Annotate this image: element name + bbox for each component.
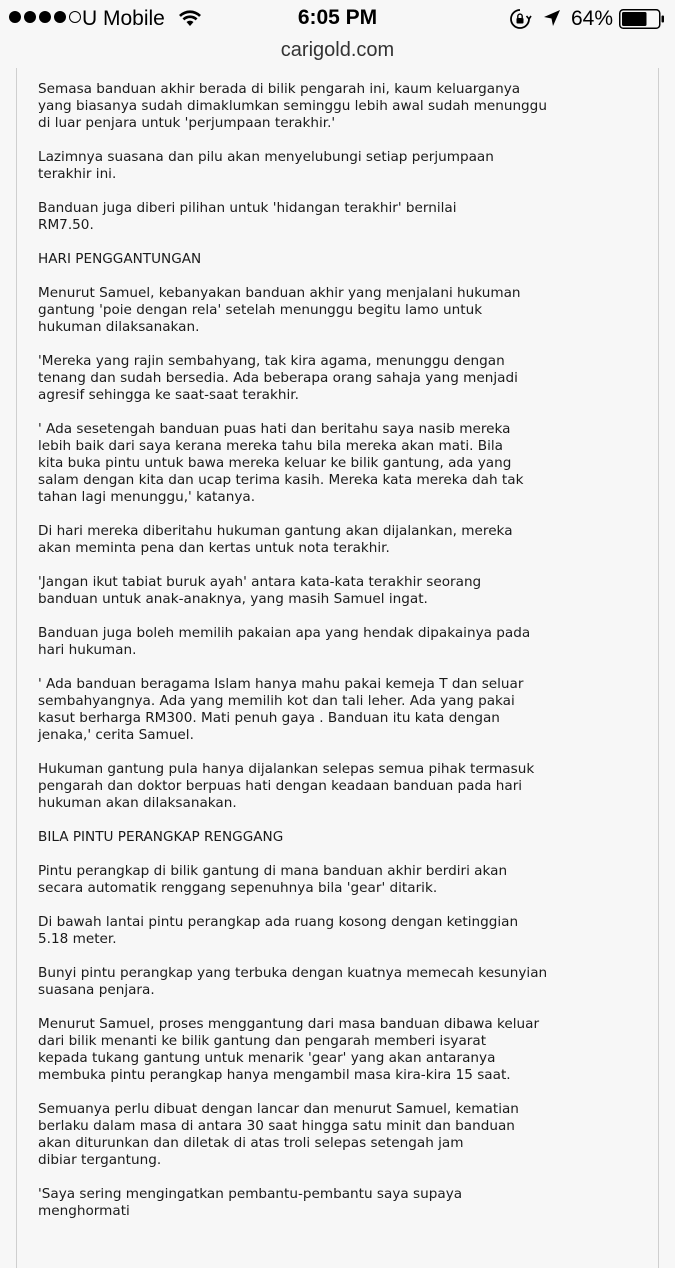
article-paragraph: Lazimnya suasana dan pilu akan menyelubungi setiap perjumpaan terakhir ini. [38,149,494,182]
article-paragraph: Di hari mereka diberitahu hukuman gantung akan dijalankan, mereka akan meminta pena dan kertas untuk nota terakhir. [38,523,513,556]
article-paragraph: Bunyi pintu perangkap yang terbuka dengan kuatnya memecah kesunyian suasana penjara. [38,965,548,998]
location-arrow-icon [543,9,561,33]
article-paragraph: Banduan juga diberi pilihan untuk 'hidangan terakhir' bernilai RM7.50. [38,200,457,233]
section-heading: BILA PINTU PERANGKAP RENGGANG [38,829,284,845]
article-paragraph: Menurut Samuel, proses menggantung dari masa banduan dibawa keluar dari bilik menanti ke bilik gantung dan pengarah memberi isyarat kepada tukang gantung untuk menarik 'gear' yang akan antaranya membuka pintu perangkap hanya mengambil masa kira-kira 15 saat. [38,1016,540,1083]
article-paragraph: Semasa banduan akhir berada di bilik pengarah ini, kaum keluarganya yang biasanya sudah dimaklumkan seminggu lebih awal sudah menunggu di luar penjara untuk 'perjumpaan terakhir.' [38,81,547,131]
status-bar [0,0,675,38]
clock-time: 6:05 PM [297,6,378,29]
article-paragraph: Menurut Samuel, kebanyakan banduan akhir yang menjalani hukuman gantung 'poie dengan rela' setelah menunggu begitu lamo untuk hukuman dilaksanakan. [38,285,521,335]
battery-icon [619,9,665,35]
page-viewport[interactable] [0,68,675,1219]
article-paragraph: Pintu perangkap di bilik gantung di mana banduan akhir berdiri akan secara automatik renggang sepenuhnya bila 'gear' ditarik. [38,863,508,896]
article-paragraph: Banduan juga boleh memilih pakaian apa yang hendak dipakainya pada hari hukuman. [38,625,531,658]
article-paragraph: Semuanya perlu dibuat dengan lancar dan menurut Samuel, kematian berlaku dalam masa di antara 30 saat hingga satu minit dan banduan akan diturunkan dan diletak di atas troli selepas setengah jam dibiar tergantung. [38,1101,519,1168]
post-content-frame [16,68,659,1268]
article-paragraph: 'Jangan ikut tabiat buruk ayah' antara kata-kata terakhir seorang banduan untuk anak-anaknya, yang masih Samuel ingat. [38,574,482,607]
url-text[interactable]: carigold.com [280,39,395,61]
battery-percentage: 64% [571,7,614,30]
article-paragraph: 'Saya sering mengingatkan pembantu-pembantu saya supaya menghormati [38,1186,463,1219]
article-paragraph: Hukuman gantung pula hanya dijalankan selepas semua pihak termasuk pengarah dan doktor berpuas hati dengan keadaan banduan pada hari hukuman akan dilaksanakan. [38,761,535,811]
article-paragraph: ' Ada banduan beragama Islam hanya mahu pakai kemeja T dan seluar sembahyangnya. Ada yang memilih kot dan tali leher. Ada yang pakai kasut berharga RM300. Mati penuh gaya . Banduan itu kata dengan jenaka,' cerita Samuel. [38,676,524,743]
address-bar[interactable] [0,38,675,68]
article-paragraph: 'Mereka yang rajin sembahyang, tak kira agama, menunggu dengan tenang dan sudah bersedia. Ada beberapa orang sahaja yang menjadi agresif sehingga ke saat-saat terakhir. [38,353,518,403]
rotation-lock-icon [509,8,531,36]
section-heading: HARI PENGGANTUNGAN [38,251,202,267]
post-article [38,81,558,1237]
article-paragraph: Di bawah lantai pintu perangkap ada ruang kosong dengan ketinggian 5.18 meter. [38,914,519,947]
carrier-name: U Mobile [82,7,165,30]
article-paragraph: ' Ada sesetengah banduan puas hati dan beritahu saya nasib mereka lebih baik dari saya kerana mereka tahu bila mereka akan mati. Bila kita buka pintu untuk bawa mereka keluar ke bilik gantung, ada yang salam dengan kita dan ucap terima kasih. Mereka kata mereka dah tak tahan lagi menunggu,' katanya. [38,421,524,505]
